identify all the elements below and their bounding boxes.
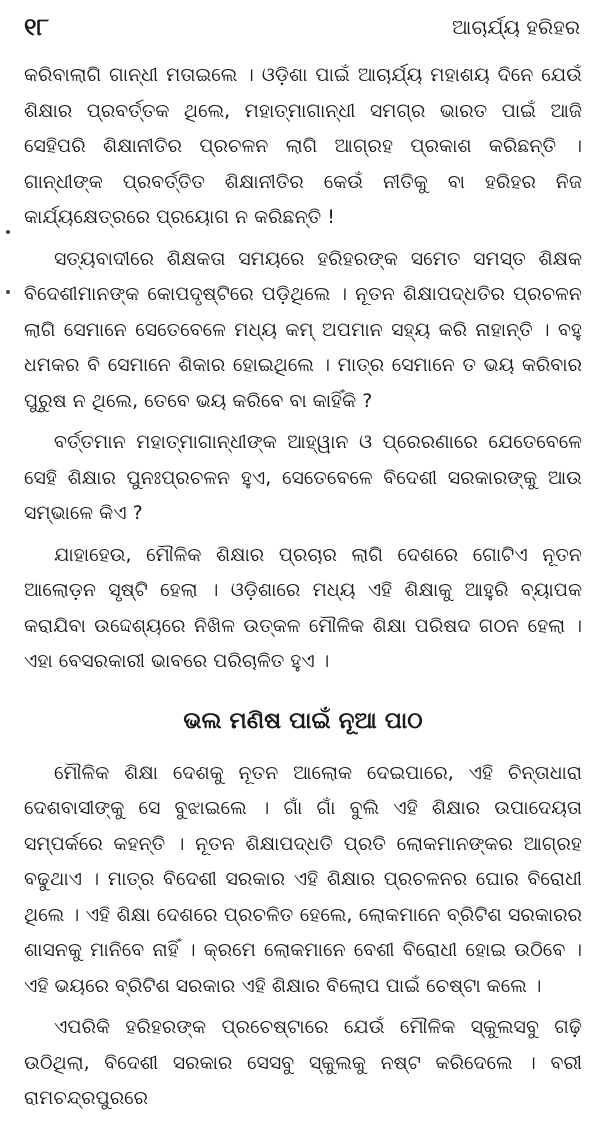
- margin-speck: [6, 230, 10, 234]
- paragraph: ଯାହାହେଉ, ମୌଳିକ ଶିକ୍ଷାର ପ୍ରଚାର ଲାଗି ଦେଶରେ ଗୋଟିଏ ନୂତନ ଆଲୋଡ଼ନ ସୃଷ୍ଟି ହେଲା । ଓଡ଼ିଶାରେ ମଧ୍ୟ ଏହି ଶିକ୍ଷାକୁ ଆହୁରି ବ୍ୟାପକ କରାଯିବା ଉଦ୍ଦେଶ୍ୟରେ ନିଖିଳ ଉତ୍କଳ ମୌଳିକ ଶିକ୍ଷା ପରିଷଦ ଗଠନ ହେଲା । ଏହା ବେସରକାରୀ ଭାବରେ ପରିଚାଳିତ ହୁଏ ।: [24, 543, 582, 672]
- page-number: ୧୮: [24, 13, 50, 41]
- margin-speck: [6, 290, 10, 294]
- paragraph: ଏପରିକି ହରିହରଙ୍କ ପ୍ରଚେଷ୍ଟାରେ ଯେଉଁ ମୌଳିକ ସ୍କୁଲସବୁ ଗଢ଼ି ଉଠିଥିଲା, ବିଦେଶୀ ସରକାର ସେସବୁ ସ୍କୁଲକୁ ନଷ୍ଟ କରିଦେଲେ । ବରୀ ରାମଚନ୍ଦ୍ରପୁରରେ: [24, 1016, 582, 1109]
- page-body: [24, 58, 582, 1123]
- paragraph: କରିବାଲାଗି ଗାନ୍ଧୀ ମତାଇଲେ । ଓଡ଼ିଶା ପାଇଁ ଆଚାର୍ଯ୍ୟ ମହାଶୟ ଦିନେ ଯେଉଁ ଶିକ୍ଷାର ପ୍ରବର୍ତ୍ତକ ଥିଲେ, ମହାତ୍ମାଗାନ୍ଧୀ ସମଗ୍ର ଭାରତ ପାଇଁ ଆଜି ସେହିପରି ଶିକ୍ଷାନୀତିର ପ୍ରଚଳନ ଲାଗି ଆଗ୍ରହ ପ୍ରକାଶ କରିଛନ୍ତି । ଗାନ୍ଧୀଙ୍କ ପ୍ରବର୍ତ୍ତିତ ଶିକ୍ଷାନୀତିର କେଉଁ ନୀତିକୁ ବା ହରିହର ନିଜ କାର୍ଯ୍ୟକ୍ଷେତ୍ରରେ ପ୍ରୟୋଗ ନ କରିଛନ୍ତି !: [24, 64, 582, 228]
- paragraph: ସତ୍ୟବାଦୀରେ ଶିକ୍ଷକତା ସମୟରେ ହରିହରଙ୍କ ସମେତ ସମସ୍ତ ଶିକ୍ଷକ ବିଦେଶୀମାନଙ୍କ କୋପଦୃଷ୍ଟିରେ ପଡ଼ିଥିଲେ । ନୂତନ ଶିକ୍ଷାପଦ୍ଧତିର ପ୍ରଚଳନ ଲାଗି ସେମାନେ ସେତେବେଳେ ମଧ୍ୟ କମ୍ ଅପମାନ ସହ୍ୟ କରି ନାହାନ୍ତି । ବହୁ ଧମକର ବି ସେମାନେ ଶିକାର ହୋଇଥିଲେ । ମାତ୍ର ସେମାନେ ତ ଭୟ କରିବାର ପୁରୁଷ ନ ଥିଲେ, ତେବେ ଭୟ କରିବେ ବା କାହିଁକି ?: [24, 247, 582, 412]
- running-title: ଆଚାର୍ଯ୍ୟ ହରିହର: [452, 15, 580, 39]
- page-header: [24, 10, 580, 44]
- section-heading: ଭଲ ମଣିଷ ପାଇଁ ନୂଆ ପାଠ: [183, 707, 423, 734]
- paragraph: ମୌଳିକ ଶିକ୍ଷା ଦେଶକୁ ନୂତନ ଆଲୋକ ଦେଇପାରେ, ଏହି ଚିନ୍ତାଧାରା ଦେଶବାସୀଙ୍କୁ ସେ ବୁଝାଇଲେ । ଗାଁ ଗାଁ ବୁଲି ଏହି ଶିକ୍ଷାର ଉପାଦେୟତା ସମ୍ପର୍କରେ କହନ୍ତି । ନୂତନ ଶିକ୍ଷାପଦ୍ଧତି ପ୍ରତି ଲୋକମାନଙ୍କର ଆଗ୍ରହ ବଢୁଥାଏ । ମାତ୍ର ବିଦେଶୀ ସରକାର ଏହି ଶିକ୍ଷାର ପ୍ରଚଳନର ଘୋର ବିରୋଧୀ ଥିଲେ । ଏହି ଶିକ୍ଷା ଦେଶରେ ପ୍ରଚଳିତ ହେଲେ, ଲୋକମାନେ ବ୍ରିଟିଶ ସରକାରର ଶାସନକୁ ମାନିବେ ନାହିଁ । କ୍ରମେ ଲୋକମାନେ ବେଶୀ ବିରୋଧୀ ହୋଇ ଉଠିବେ । ଏହି ଭୟରେ ବ୍ରିଟିଶ ସରକାର ଏହି ଶିକ୍ଷାର ବିଲୋପ ପାଇଁ ଚେଷ୍ଟା କଲେ ।: [24, 761, 582, 997]
- paragraph: ବର୍ତ୍ତମାନ ମହାତ୍ମାଗାନ୍ଧୀଙ୍କ ଆହ୍ୱାନ ଓ ପ୍ରେରଣାରେ ଯେତେବେଳେ ସେହି ଶିକ୍ଷାର ପୁନଃପ୍ରଚଳନ ହୁଏ, ସେତେବେଳେ ବିଦେଶୀ ସରକାରଙ୍କୁ ଆଉ ସମ୍ଭାଳେ କିଏ ?: [24, 431, 582, 524]
